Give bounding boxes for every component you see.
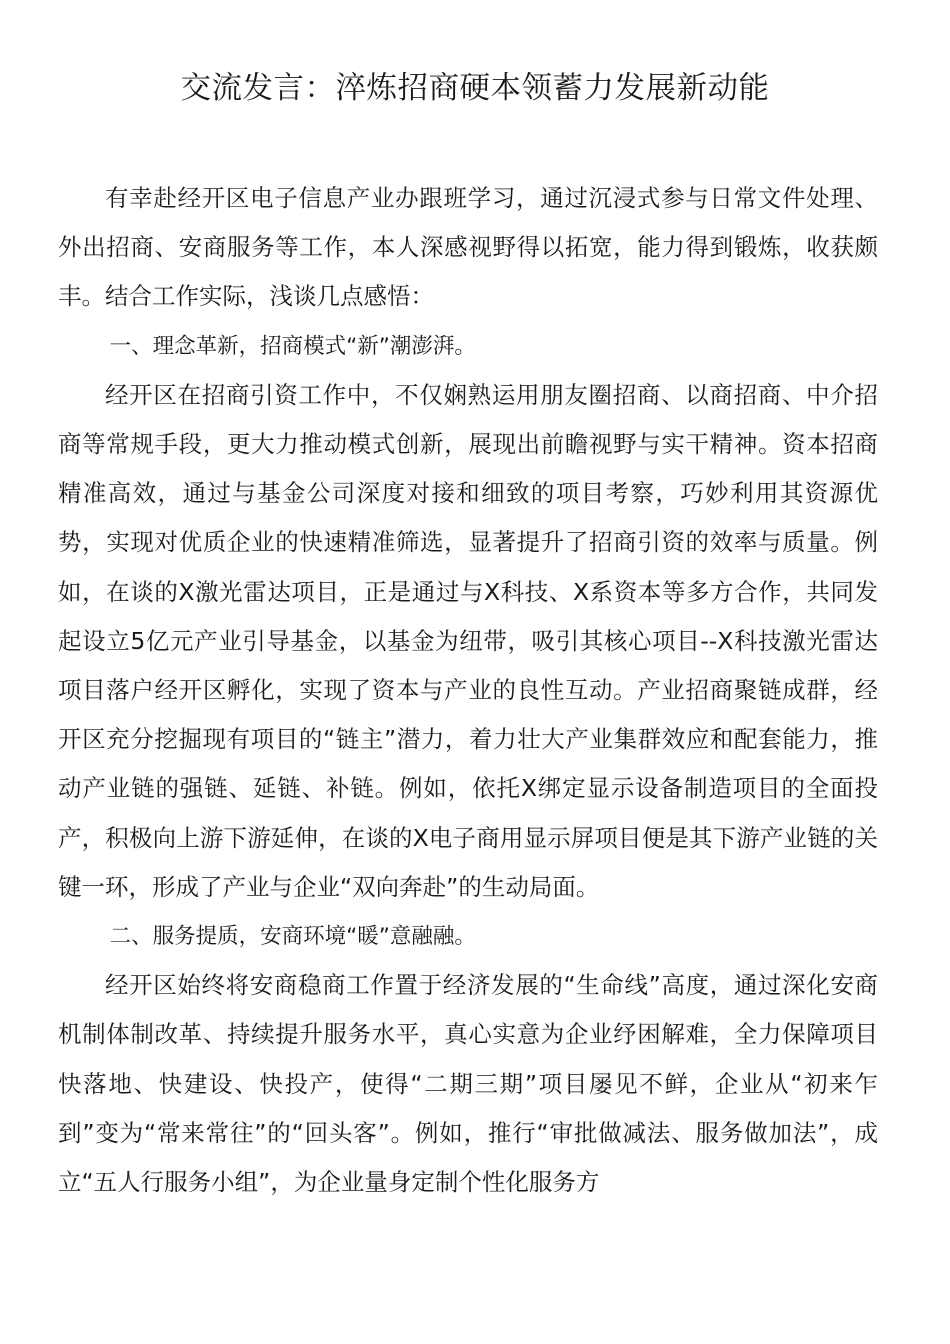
section-2-heading: 二、服务提质，安商环境“暖”意融融。 <box>109 924 476 950</box>
section-1-heading: 一、理念革新，招商模式“新”潮澎湃。 <box>109 333 476 359</box>
document-title: 交流发言：淬炼招商硬本领蓄力发展新动能 <box>180 71 770 106</box>
section-1-body: 经开区在招商引资工作中，不仅娴熟运用朋友圈招商、以商招商、中介招商等常规手段，更大力推动模式创新，展现出前瞻视野与实干精神。资本招商精准高效，通过与基金公司深度对接和细致的项目考察，巧妙利用其资源优势，实现对优质企业的快速精准筛选，显著提升了招商引资的效率与质量。例如，在谈的X激光雷达项目，正是通过与X科技、X系资本等多方合作，共同发起设立5亿元产业引导基金，以基金为纽带，吸引其核心项目--X科技激光雷达项目落户经开区孵化，实现了资本与产业的良性互动。产业招商聚链成群，经开区充分挖掘现有项目的“链主”潜力，着力壮大产业集群效应和配套能力，推动产业链的强链、延链、补链。例如，依托X绑定显示设备制造项目的全面投产，积极向上游下游延伸，在谈的X电子商用显示屏项目便是其下游产业链的关键一环，形成了产业与企业“双向奔赴”的生动局面。 <box>58 380 878 901</box>
section-2-body: 经开区始终将安商稳商工作置于经济发展的“生命线”高度，通过深化安商机制体制改革、持续提升服务水平，真心实意为企业纾困解难，全力保障项目快落地、快建设、快投产，使得“二期三期”项目屡见不鲜，企业从“初来乍到”变为“常来常往”的“回头客”。例如，推行“审批做减法、服务做加法”，成立“五人行服务小组”，为企业量身定制个性化服务方 <box>58 971 878 1197</box>
intro-paragraph: 有幸赴经开区电子信息产业办跟班学习，通过沉浸式参与日常文件处理、外出招商、安商服务等工作，本人深感视野得以拓宽，能力得到锻炼，收获颇丰。结合工作实际，浅谈几点感悟： <box>58 184 878 311</box>
